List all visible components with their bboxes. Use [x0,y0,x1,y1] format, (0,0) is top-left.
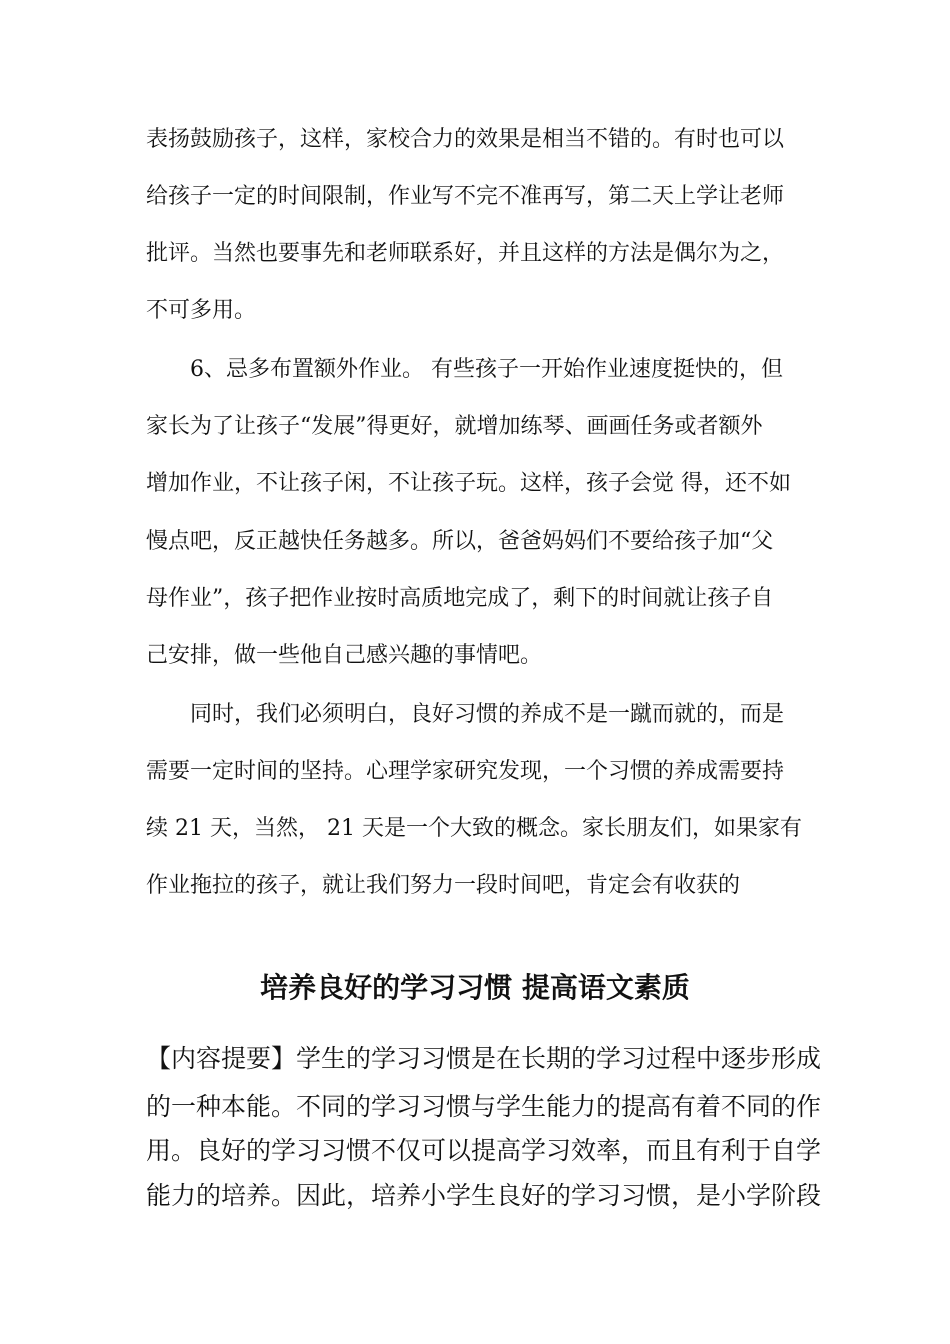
text-line: 慢点吧，反正越快任务越多。所以，爸爸妈妈们不要给孩子加“父 [146,529,774,554]
text-line: 不可多用。 [146,298,257,323]
text-line: 作业拖拉的孩子，就让我们努力一段时间吧，肯定会有收获的 [146,873,741,898]
text-line: 己安排，做一些他自己感兴趣的事情吧。 [146,643,543,668]
text-line: 家长为了让孩子“发展”得更好，就增加练琴、画画任务或者额外 [146,414,763,439]
summary-line: 的一种本能。不同的学习习惯与学生能力的提高有着不同的作 [146,1092,822,1121]
text-line: 同时，我们必须明白，良好习惯的养成不是一蹴而就的，而是 [190,702,785,727]
text-line: 增加作业，不让孩子闲，不让孩子玩。这样，孩子会觉 得，还不如 [146,471,791,496]
section-title: 培养良好的学习习惯 提高语文素质 [260,971,690,1004]
summary-line: 能力的培养。因此，培养小学生良好的学习习惯，是小学阶段 [146,1181,822,1210]
summary-line: 用。良好的学习习惯不仅可以提高学习效率，而且有利于自学 [146,1136,822,1165]
text-line: 批评。当然也要事先和老师联系好，并且这样的方法是偶尔为之， [146,241,785,266]
text-line: 需要一定时间的坚持。心理学家研究发现，一个习惯的养成需要持 [146,759,785,784]
text-line: 表扬鼓励孩子，这样，家校合力的效果是相当不错的。有时也可以 [146,127,785,152]
summary-line: 【内容提要】学生的学习习惯是在长期的学习过程中逐步形成 [146,1044,822,1073]
text-line: 给孩子一定的时间限制，作业写不完不准再写，第二天上学让老师 [146,184,785,209]
text-line: 6、忌多布置额外作业。 有些孩子一开始作业速度挺快的，但 [190,357,783,382]
text-line: 母作业”，孩子把作业按时高质地完成了，剩下的时间就让孩子自 [146,586,774,611]
text-line: 续 21 天，当然， 21 天是一个大致的概念。家长朋友们，如果家有 [146,816,802,841]
